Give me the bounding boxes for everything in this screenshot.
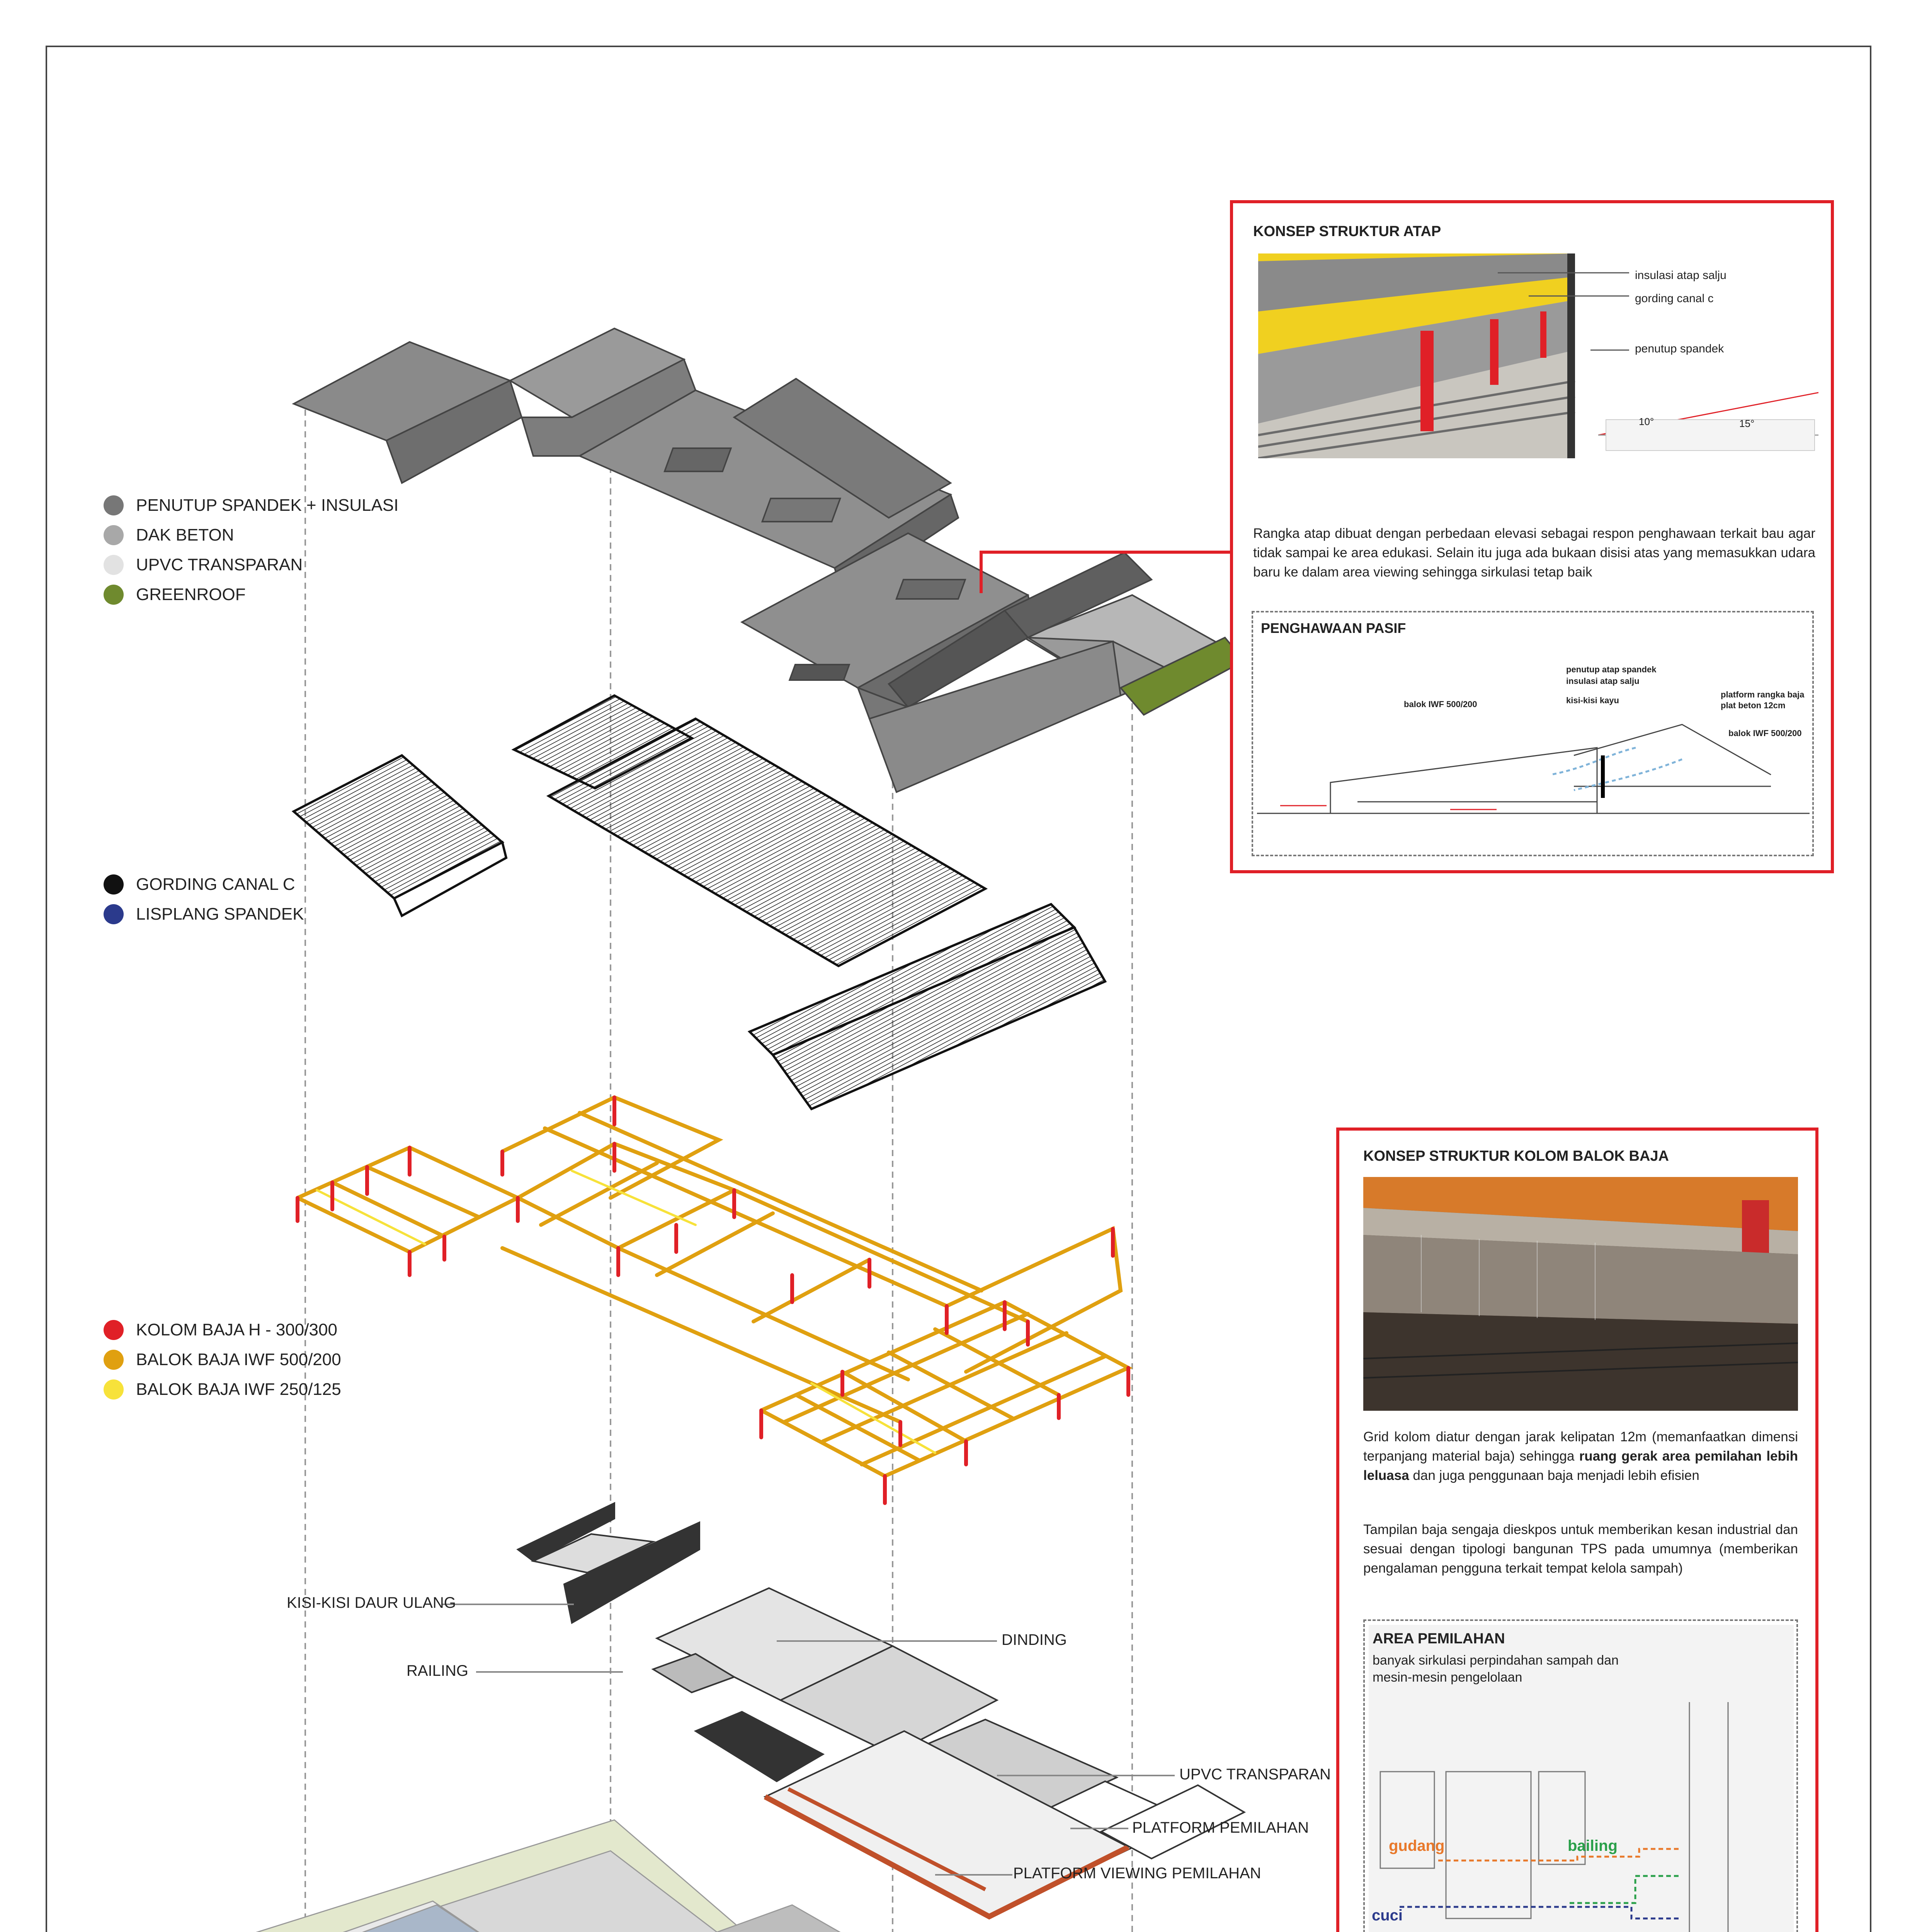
panel-steel-text1: Grid kolom diatur dengan jarak kelipatan 12m (memanfaatkan dimensi terpanjang material baja) sehingga ruang gerak area pemilahan lebih leluasa dan juga penggunaan baja menjadi lebih efisien <box>1363 1429 1798 1483</box>
leader-line-platform <box>1070 1828 1128 1829</box>
legend-item <box>104 1320 337 1340</box>
callout-upvc: UPVC TRANSPARAN <box>1179 1766 1331 1783</box>
legend-item <box>104 525 234 545</box>
connector-roof-v <box>980 551 983 593</box>
sec-label-balok-left: balok IWF 500/200 <box>1404 699 1477 709</box>
panel-roof-concept <box>1230 200 1834 873</box>
legend-swatch-icon <box>104 525 124 545</box>
legend-swatch-icon <box>104 1379 124 1400</box>
panel-roof-title: KONSEP STRUKTUR ATAP <box>1253 223 1441 240</box>
steel-frame-layer <box>298 1097 1128 1503</box>
passive-ventilation-section <box>1257 659 1810 852</box>
sec-label-penutup: penutup atap spandek <box>1566 665 1657 674</box>
legend-item <box>104 495 398 515</box>
leader-line-railing <box>476 1671 623 1673</box>
sorting-area-subtitle: banyak sirkulasi perpindahan sampah dan mesin-mesin pengelolaan <box>1373 1653 1619 1685</box>
legend-swatch-icon <box>104 1350 124 1370</box>
steel-columns <box>298 1097 1128 1503</box>
passive-ventilation-title: PENGHAWAAN PASIF <box>1261 620 1406 636</box>
purlin-layer <box>294 696 1105 1109</box>
sec-label-platform: platform rangka baja <box>1721 690 1805 699</box>
callout-platform: PLATFORM PEMILAHAN <box>1132 1819 1309 1836</box>
legend-swatch-icon <box>104 555 124 575</box>
legend-item <box>104 874 295 895</box>
panel-roof-text: Rangka atap dibuat dengan perbedaan elevasi sebagai respon penghawaan terkait bau agar tidak sampai ke area edukasi. Selain itu juga ada bukaan disisi atas yang memasukkan udara baru ke dalam area viewing sehingga sirkulasi tetap baik <box>1253 526 1815 580</box>
leader-line-kisi <box>442 1604 574 1605</box>
leader-line-dinding <box>777 1640 997 1642</box>
label-gording: gording canal c <box>1635 292 1714 305</box>
sorting-area-title: AREA PEMILAHAN <box>1373 1631 1505 1647</box>
legend-item <box>104 904 304 924</box>
legend-label: LISPLANG SPANDEK <box>136 905 304 923</box>
legend-swatch-icon <box>104 585 124 605</box>
connector-roof-h <box>980 551 1231 554</box>
panel-steel-concept <box>1336 1128 1818 1932</box>
legend-label: DAK BETON <box>136 526 234 544</box>
legend-label: UPVC TRANSPARAN <box>136 555 303 574</box>
legend-label: GORDING CANAL C <box>136 875 295 894</box>
legend-item <box>104 1379 341 1400</box>
callout-dinding: DINDING <box>1002 1631 1067 1648</box>
legend-swatch-icon <box>104 874 124 895</box>
label-spandek: penutup spandek <box>1635 342 1724 355</box>
sec-label-kisi: kisi-kisi kayu <box>1566 696 1619 705</box>
exploded-axonometric-drawing <box>116 301 1275 1932</box>
label-deg2: 15° <box>1739 418 1755 429</box>
legend-item <box>104 1350 341 1370</box>
leader-line-viewing <box>935 1874 1012 1876</box>
sec-label-plat: plat beton 12cm <box>1721 701 1786 710</box>
sec-label-balok-right: balok IWF 500/200 <box>1728 728 1802 738</box>
legend-item <box>104 555 303 575</box>
legend-item <box>104 585 246 605</box>
sec-label-insulasi: insulasi atap salju <box>1566 676 1640 686</box>
label-deg1: 10° <box>1639 416 1654 427</box>
callout-railing: RAILING <box>407 1662 469 1679</box>
legend-label: BALOK BAJA IWF 250/125 <box>136 1380 341 1399</box>
callout-viewing: PLATFORM VIEWING PEMILAHAN <box>1013 1865 1261 1882</box>
leader-line-upvc <box>997 1775 1175 1776</box>
steel-render-image <box>1363 1177 1798 1411</box>
legend-label: KOLOM BAJA H - 300/300 <box>136 1320 337 1339</box>
label-bailing: bailing <box>1568 1837 1618 1854</box>
legend-label: BALOK BAJA IWF 500/200 <box>136 1350 341 1369</box>
label-insulasi: insulasi atap salju <box>1635 269 1726 282</box>
roof-layer <box>294 328 1244 792</box>
label-cuci: cuci <box>1372 1907 1403 1924</box>
legend-label: PENUTUP SPANDEK + INSULASI <box>136 496 399 515</box>
sorting-area-box <box>1363 1619 1798 1932</box>
roof-render-image <box>1258 253 1818 458</box>
callout-kisi: KISI-KISI DAUR ULANG <box>287 1594 456 1611</box>
legend-swatch-icon <box>104 495 124 515</box>
legend-swatch-icon <box>104 1320 124 1340</box>
legend-label: GREENROOF <box>136 585 246 604</box>
label-gudang: gudang <box>1389 1837 1445 1854</box>
panel-steel-text2: Tampilan baja sengaja dieskpos untuk memberikan kesan industrial dan sesuai dengan tipologi bangunan TPS pada umumnya (memberikan pengalaman pengguna terkait tempat kelola sampah) <box>1363 1522 1798 1576</box>
legend-swatch-icon <box>104 904 124 924</box>
panel-steel-title: KONSEP STRUKTUR KOLOM BALOK BAJA <box>1363 1148 1669 1164</box>
passive-ventilation-box <box>1252 611 1814 856</box>
